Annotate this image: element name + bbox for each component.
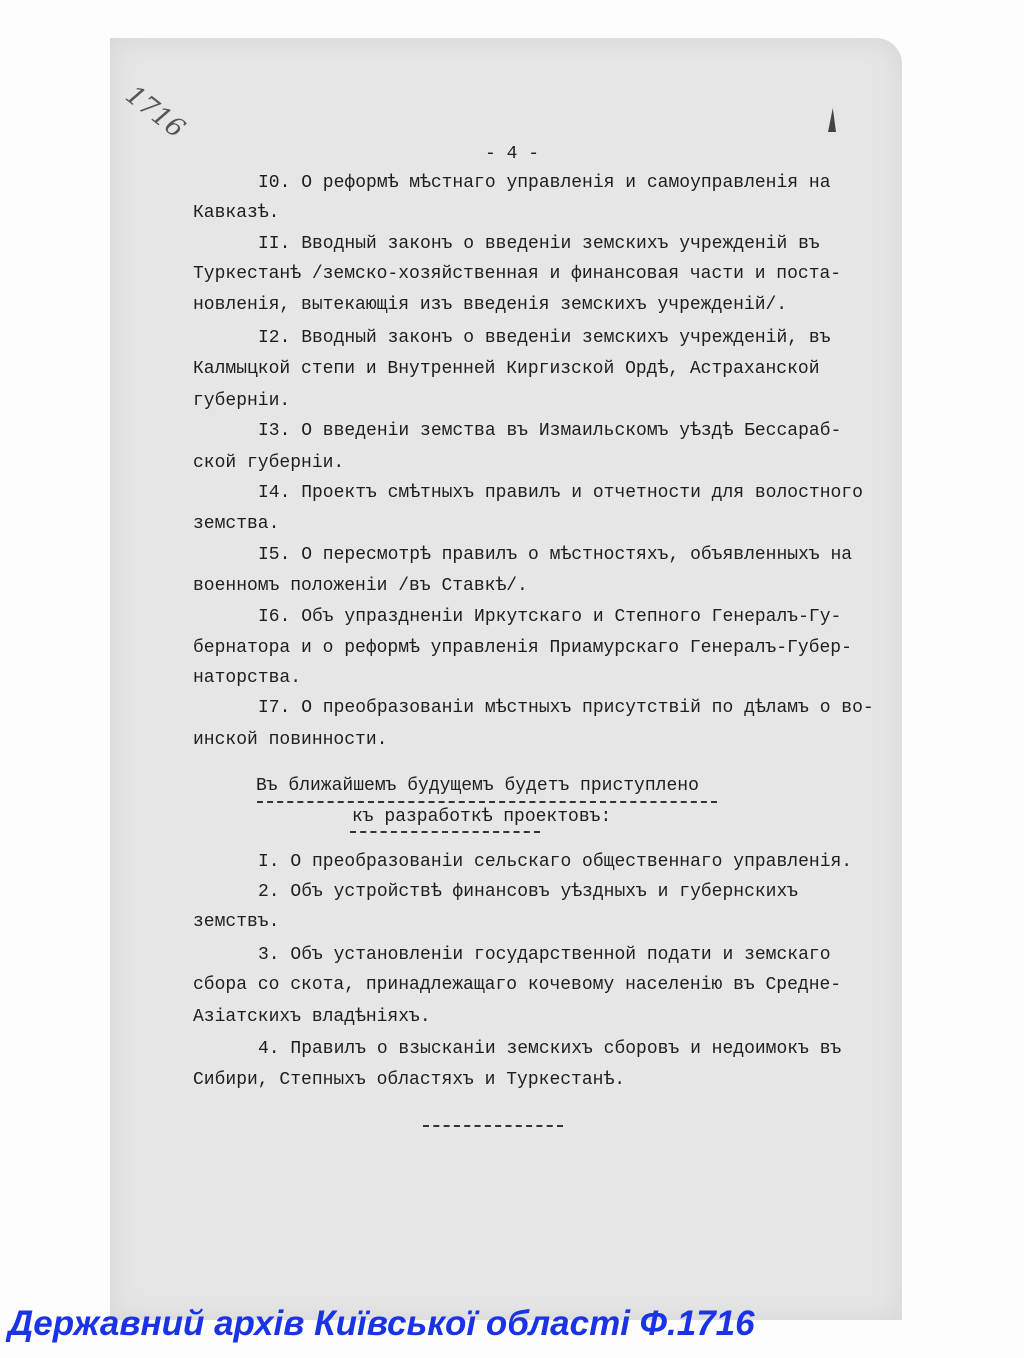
list-item: 4. Правилъ о взысканіи земскихъ сборовъ и недоимокъ въ: [258, 1039, 842, 1059]
list-item-cont: земства.: [193, 514, 280, 534]
list-item: I5. О пересмотрѣ правилъ о мѣстностяхъ, объявленныхъ на: [258, 545, 853, 565]
closing-rule: [423, 1125, 563, 1127]
list-item-cont: инской повинности.: [193, 730, 388, 750]
list-item: I. О преобразованіи сельскаго общественнаго управленія.: [258, 852, 853, 872]
list-item-cont: сбора со скота, принадлежащаго кочевому населенію въ Средне-: [193, 975, 842, 995]
list-item: 2. Объ устройствѣ финансовъ уѣздныхъ и губернскихъ: [258, 882, 799, 902]
heading-underline: [257, 801, 717, 803]
list-item-cont: Азіатскихъ владѣніяхъ.: [193, 1007, 431, 1027]
list-item-cont: военномъ положеніи /въ Ставкѣ/.: [193, 576, 528, 596]
list-item-cont: Кавказѣ.: [193, 203, 280, 223]
list-item-cont: бернатора и о реформѣ управленія Приамурскаго Генералъ-Губер-: [193, 638, 852, 658]
handwritten-archive-number: 1716: [119, 80, 191, 145]
page-number: - 4 -: [484, 144, 539, 164]
list-item: II. Вводный законъ о введеніи земскихъ учрежденій въ: [258, 234, 820, 254]
heading-underline: [350, 831, 540, 833]
section-heading: Въ ближайшемъ будущемъ будетъ приступлено: [256, 776, 699, 796]
list-item-cont: Калмыцкой степи и Внутренней Киргизской Ордѣ, Астраханской: [193, 359, 820, 379]
section-heading: къ разработкѣ проектовъ:: [352, 807, 612, 827]
list-item-cont: ской губерніи.: [193, 453, 345, 473]
list-item: I4. Проектъ смѣтныхъ правилъ и отчетности для волостного: [258, 483, 863, 503]
list-item: I6. Объ упраздненіи Иркутскаго и Степного Генералъ-Гу-: [258, 607, 842, 627]
list-item-cont: наторства.: [193, 668, 302, 688]
list-item: I3. О введеніи земства въ Измаильскомъ уѣздѣ Бессараб-: [258, 421, 842, 441]
list-item-cont: Сибири, Степныхъ областяхъ и Туркестанѣ.: [193, 1070, 626, 1090]
list-item: 3. Объ установленіи государственной подати и земскаго: [258, 945, 831, 965]
list-item: I7. О преобразованіи мѣстныхъ присутствій по дѣламъ о во-: [258, 698, 874, 718]
list-item: I2. Вводный законъ о введеніи земскихъ учрежденій, въ: [258, 328, 831, 348]
list-item-cont: новленія, вытекающія изъ введенія земскихъ учрежденій/.: [193, 295, 788, 315]
archive-watermark: Державний архів Київської області Ф.1716: [8, 1304, 755, 1343]
list-item-cont: губерніи.: [193, 391, 291, 411]
list-item-cont: земствъ.: [193, 912, 280, 932]
list-item: I0. О реформѣ мѣстнаго управленія и самоуправленія на: [258, 173, 831, 193]
list-item-cont: Туркестанѣ /земско-хозяйственная и финансовая части и поста-: [193, 264, 842, 284]
